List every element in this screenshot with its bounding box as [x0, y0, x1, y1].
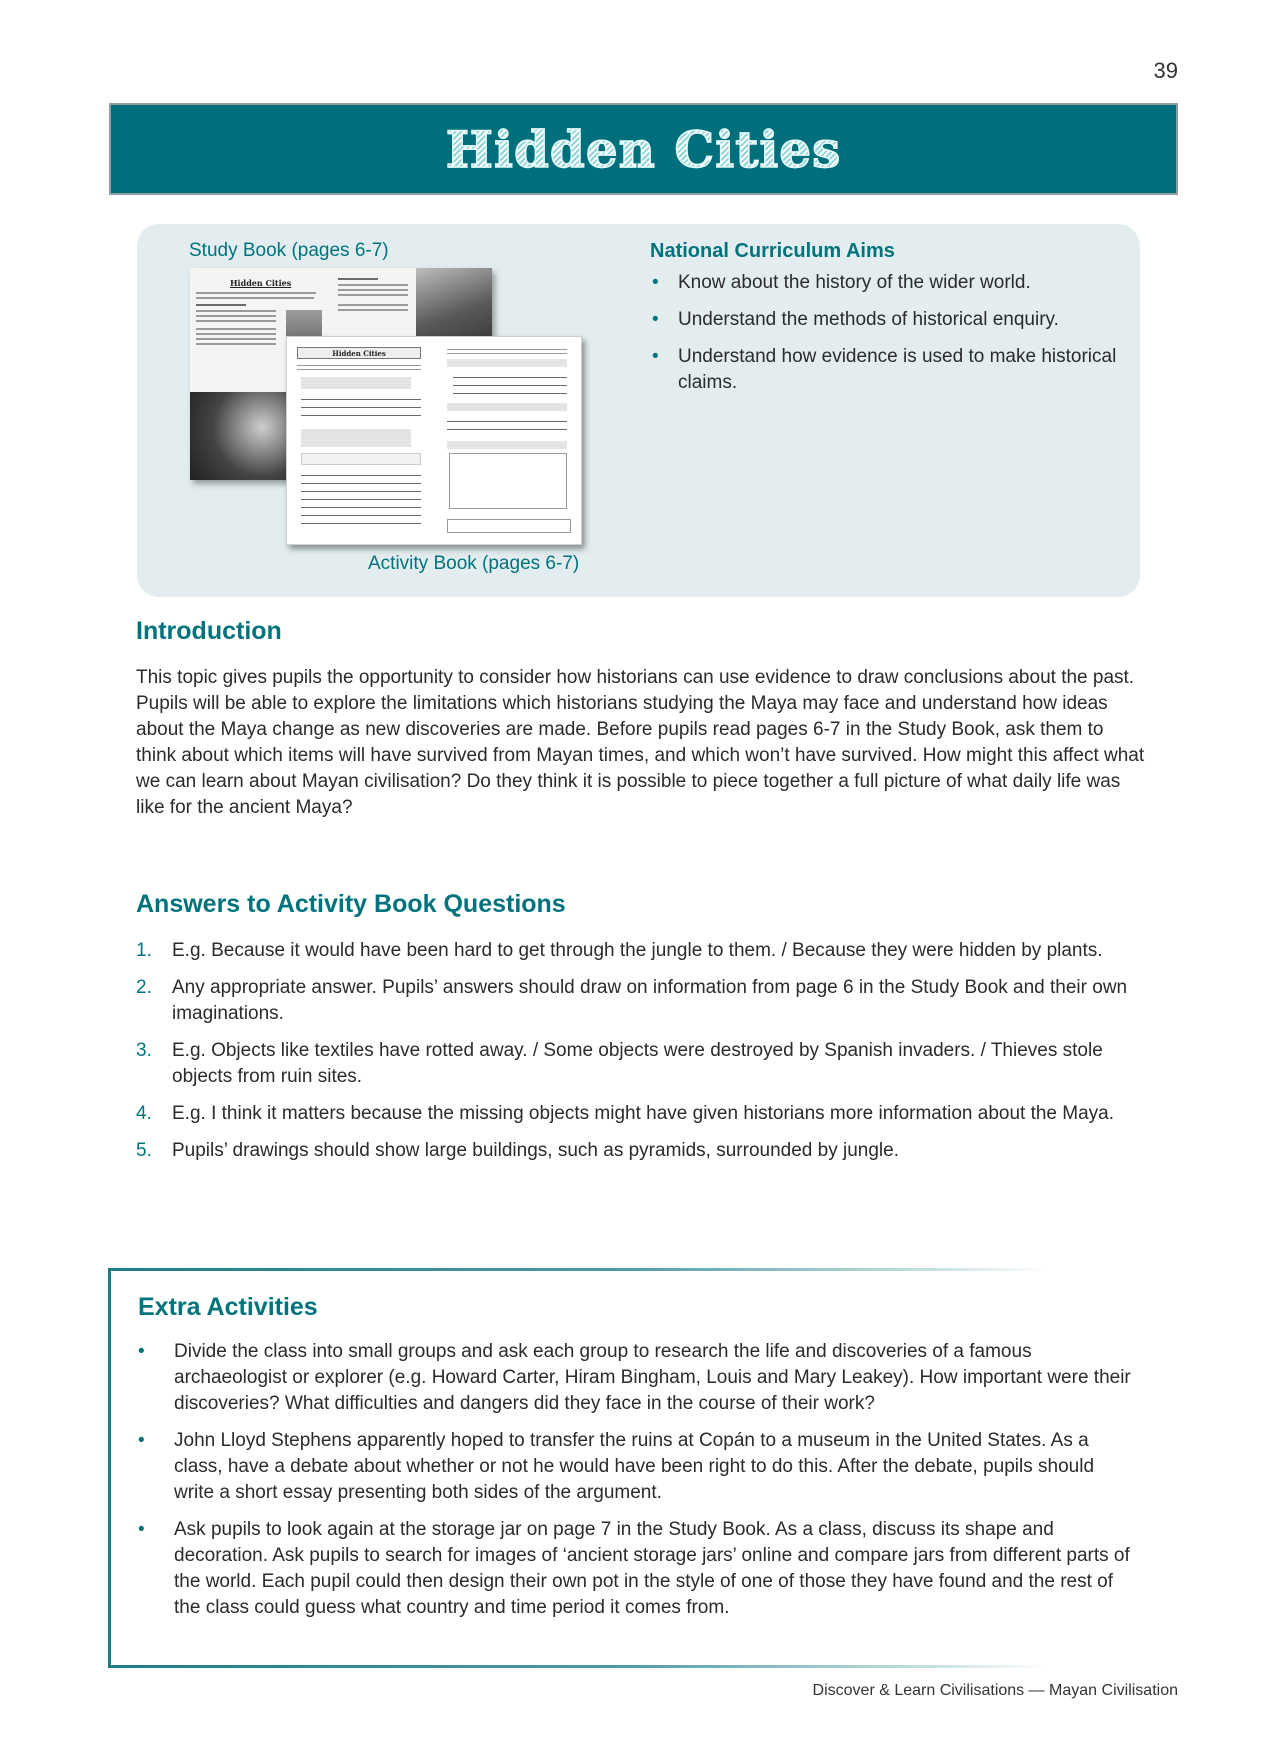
- bullet-icon: •: [138, 1341, 145, 1362]
- answer-item: 4. E.g. I think it matters because the missing objects might have given historians more information about the Maya.: [136, 1101, 1146, 1127]
- page-footer: Discover & Learn Civilisations — Mayan Civilisation: [812, 1682, 1178, 1699]
- bullet-icon: •: [138, 1430, 145, 1451]
- activity-book-label: Activity Book (pages 6-7): [368, 553, 580, 574]
- extra-activities-heading: Extra Activities: [138, 1293, 318, 1321]
- answer-number: 5.: [136, 1140, 152, 1161]
- extra-activity-item: • Ask pupils to look again at the storage jar on page 7 in the Study Book. As a class, discuss its shape and decoration. Ask pupils to search for images of ‘ancient storage jars’ online and compare jars from different parts of the world. Each pupil could then design their own pot in the style of one of those they have found and the rest of the class could guess what country and time period it comes from.: [138, 1519, 1130, 1618]
- answer-number: 4.: [136, 1103, 152, 1124]
- introduction-body: This topic gives pupils the opportunity to consider how historians can use evidence to draw conclusions about the past. Pupils will be able to explore the limitations which historians studying the Maya may face and understand how ideas about the Maya change as new discoveries are made. Before pupils read pages 6-7 in the Study Book, ask them to think about which items will have survived from Mayan times, and which won’t have survived. How might this affect what we can learn about Mayan civilisation? Do they think it is possible to piece together a full picture of what daily life was like for the ancient Maya?: [136, 667, 1145, 818]
- study-thumbnail-title: Hidden Cities: [230, 278, 292, 288]
- curriculum-aim: • Understand how evidence is used to make historical claims.: [652, 346, 1117, 393]
- answer-item: 3. E.g. Objects like textiles have rotted away. / Some objects were destroyed by Spanish invaders. / Thieves stole objects from ruin sites.: [136, 1040, 1103, 1087]
- answers-list: [136, 938, 1146, 1175]
- answer-item: 2. Any appropriate answer. Pupils’ answers should draw on information from page 6 in the Study Book and their own imaginations.: [136, 977, 1128, 1024]
- curriculum-aim: • Understand the methods of historical enquiry.: [650, 307, 1120, 333]
- bullet-icon: •: [652, 346, 659, 367]
- answer-number: 2.: [136, 977, 152, 998]
- answers-heading: Answers to Activity Book Questions: [136, 890, 566, 918]
- activity-thumbnail-title: Hidden Cities: [332, 348, 386, 358]
- introduction-heading: Introduction: [136, 617, 282, 645]
- extra-activities-list: [138, 1339, 1138, 1632]
- extra-activity-item: • John Lloyd Stephens apparently hoped to transfer the ruins at Copán to a museum in the United States. As a class, have a debate about whether or not he would have been right to do this. After the debate, pupils should write a short essay presenting both sides of the argument.: [138, 1430, 1095, 1503]
- curriculum-aim: • Know about the history of the wider world.: [650, 270, 1120, 296]
- curriculum-aims-heading: National Curriculum Aims: [650, 240, 895, 262]
- page-title: Hidden Cities: [445, 119, 842, 179]
- title-banner: [109, 103, 1178, 195]
- bullet-icon: •: [652, 272, 659, 293]
- answer-item: 5. Pupils’ drawings should show large buildings, such as pyramids, surrounded by jungle.: [136, 1138, 1146, 1164]
- activity-book-thumbnail: [286, 336, 582, 545]
- answer-number: 1.: [136, 940, 152, 961]
- extra-activity-item: • Divide the class into small groups and ask each group to research the life and discoveries of a famous archaeologist or explorer (e.g. Howard Carter, Hiram Bingham, Louis and Mary Leakey). How important were their discoveries? What difficulties and dangers did they face in the course of their work?: [138, 1341, 1131, 1414]
- divider: [108, 1268, 1048, 1271]
- bullet-icon: •: [138, 1519, 145, 1540]
- divider: [108, 1665, 1048, 1668]
- answer-item: 1. E.g. Because it would have been hard to get through the jungle to them. / Because they were hidden by plants.: [136, 938, 1146, 964]
- answer-number: 3.: [136, 1040, 152, 1061]
- study-book-label: Study Book (pages 6-7): [189, 240, 389, 261]
- page-number: 39: [1153, 58, 1178, 83]
- bullet-icon: •: [652, 309, 659, 330]
- drawing-area: [449, 453, 567, 509]
- curriculum-aims-list: [650, 270, 1120, 407]
- temple-photo: [416, 268, 492, 340]
